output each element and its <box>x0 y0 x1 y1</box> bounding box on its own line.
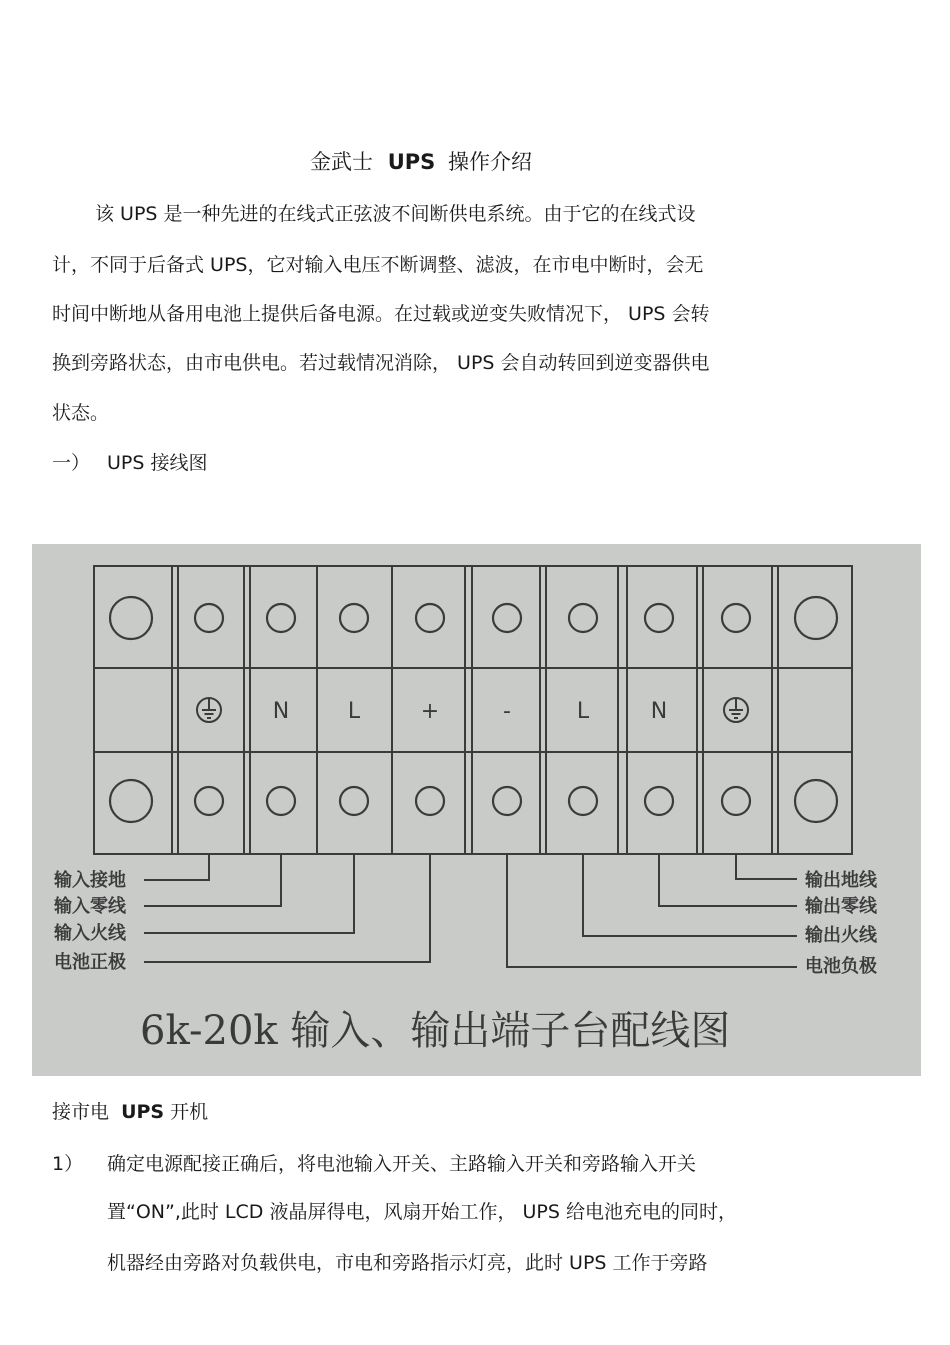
section-2-heading <box>52 1100 208 1124</box>
right-wire-label: 输出零线 <box>805 896 877 917</box>
terminal-screw-icon <box>645 787 673 815</box>
terminal-label: N <box>272 699 290 724</box>
title-part-1: 金武士 <box>310 150 373 174</box>
left-wire-label: 输入接地 <box>54 870 126 891</box>
ground-symbol-icon <box>197 698 221 722</box>
terminal-screw-icon <box>493 604 521 632</box>
left-wire-label: 输入火线 <box>54 923 126 944</box>
section-1-number: 一） <box>52 452 91 474</box>
terminal-screw-icon <box>569 787 597 815</box>
terminal-screw-icon <box>569 604 597 632</box>
wire-line <box>144 854 209 880</box>
terminal-screw-icon <box>722 787 750 815</box>
diagram-caption: 6k-20k 输入、输出端子台配线图 <box>140 1008 731 1054</box>
terminal-screw-icon <box>110 597 152 639</box>
terminal-screw-icon <box>110 780 152 822</box>
terminal-screw-icon <box>722 604 750 632</box>
terminal-block-diagram <box>32 544 921 1076</box>
title-part-2: UPS <box>387 150 436 174</box>
paragraph-line-4: 换到旁路状态，由市电供电。若过载情况消除， UPS 会自动转回到逆变器供电 <box>52 352 710 374</box>
section-2-part-2: UPS <box>121 1101 165 1123</box>
right-wire-label: 输出地线 <box>805 870 877 891</box>
step-1-line-2: 置“ON”,此时 LCD 液晶屏得电，风扇开始工作， UPS 给电池充电的同时， <box>107 1201 737 1223</box>
left-wire-label: 输入零线 <box>54 896 126 917</box>
terminal-screw-icon <box>493 787 521 815</box>
terminal-screw-icon <box>195 604 223 632</box>
terminal-label: L <box>576 699 590 724</box>
wire-line <box>144 854 430 962</box>
paragraph-line-1: 该 UPS 是一种先进的在线式正弦波不间断供电系统。由于它的在线式设 <box>95 203 696 225</box>
step-1-number: 1） <box>52 1153 84 1175</box>
paragraph-line-5: 状态。 <box>52 402 110 424</box>
wire-line <box>736 854 797 879</box>
paragraph-line-3: 时间中断地从备用电池上提供后备电源。在过载或逆变失败情况下， UPS 会转 <box>52 303 710 325</box>
section-2-part-1: 接市电 <box>52 1101 110 1123</box>
wire-line <box>144 854 354 933</box>
terminal-label: N <box>650 699 668 724</box>
terminal-screw-icon <box>416 787 444 815</box>
terminal-screw-icon <box>340 604 368 632</box>
wire-line <box>507 854 797 967</box>
step-1-line-3: 机器经由旁路对负载供电，市电和旁路指示灯亮，此时 UPS 工作于旁路 <box>107 1252 708 1274</box>
terminal-screw-icon <box>645 604 673 632</box>
terminal-screw-icon <box>195 787 223 815</box>
section-1-heading: UPS 接线图 <box>107 452 208 474</box>
right-wire-label: 输出火线 <box>805 925 877 946</box>
terminal-label: + <box>420 699 440 724</box>
terminal-screw-icon <box>795 597 837 639</box>
wire-line <box>583 854 797 936</box>
terminal-label: L <box>347 699 361 724</box>
terminal-label: - <box>503 699 511 724</box>
wiring-diagram-photo <box>32 544 921 1076</box>
terminal-screw-icon <box>267 787 295 815</box>
terminal-screw-icon <box>795 780 837 822</box>
ground-symbol-icon <box>724 698 748 722</box>
terminal-screw-icon <box>416 604 444 632</box>
left-wire-label: 电池正极 <box>54 952 126 973</box>
right-wire-label: 电池负极 <box>805 956 877 977</box>
title-part-3: 操作介绍 <box>447 150 532 174</box>
terminal-screw-icon <box>267 604 295 632</box>
page-title <box>310 150 532 174</box>
terminal-screw-icon <box>340 787 368 815</box>
step-1-line-1: 确定电源配接正确后，将电池输入开关、主路输入开关和旁路输入开关 <box>107 1153 697 1175</box>
paragraph-line-2: 计，不同于后备式 UPS，它对输入电压不断调整、滤波，在市电中断时，会无 <box>52 254 704 276</box>
section-2-part-3: 开机 <box>170 1101 209 1123</box>
